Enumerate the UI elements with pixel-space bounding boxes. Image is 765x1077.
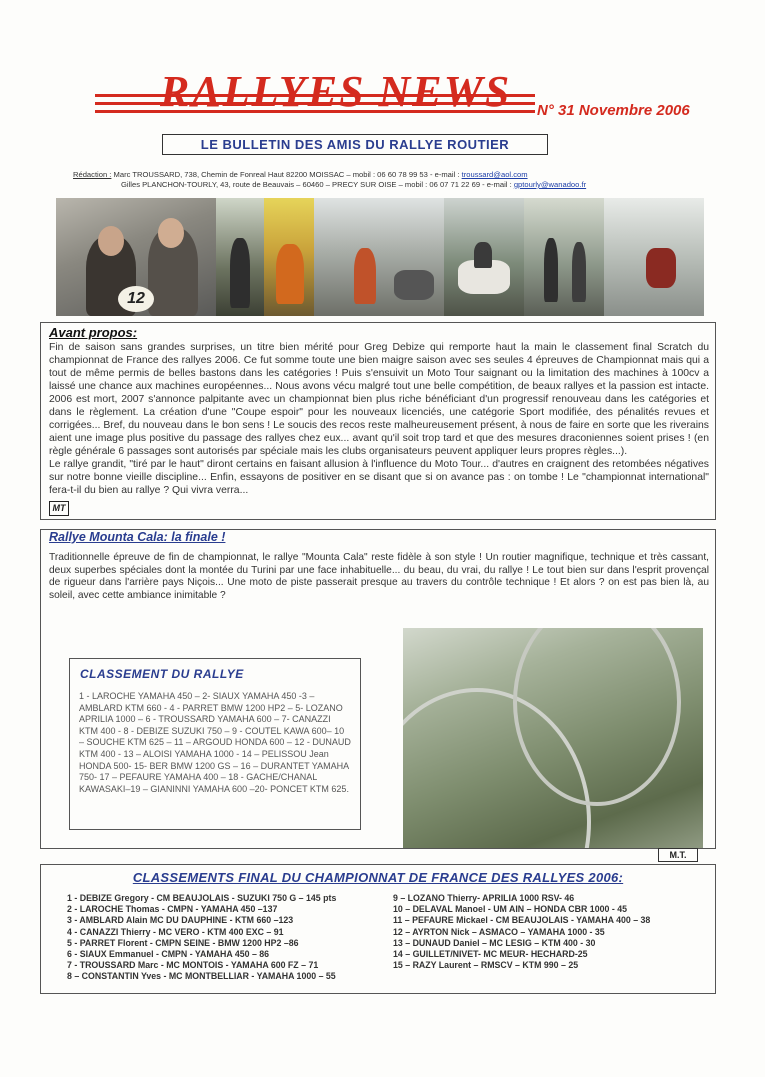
avant-propos-signature: MT xyxy=(49,501,69,516)
redaction-address-2: Gilles PLANCHON-TOURLY, 43, route de Beauvais – 60460 – PRECY SUR OISE – mobil : 06 07 71 22 69 - e-mail : xyxy=(121,180,512,189)
photo-rider-standing xyxy=(216,198,264,316)
redaction-line-1 xyxy=(73,170,586,180)
classement-rallye-box xyxy=(69,658,361,830)
list-item: 4 - CANAZZI Thierry - MC VERO - KTM 400 EXC – 91 xyxy=(67,926,284,937)
championnat-column-left xyxy=(67,893,397,983)
issue-number: N° 31 Novembre 2006 xyxy=(537,102,690,119)
photo-paddock xyxy=(524,198,604,316)
mounta-cala-title: Rallye Mounta Cala: la finale ! xyxy=(49,530,226,544)
list-item: 12 – AYRTON Nick – ASMACO – YAMAHA 1000 - 35 xyxy=(393,926,605,937)
list-item: 3 - AMBLARD Alain MC DU DAUPHINE - KTM 660 –123 xyxy=(67,915,294,926)
masthead-title: RALLYES NEWS xyxy=(160,67,512,116)
photo-credit: M.T. xyxy=(658,848,698,862)
masthead xyxy=(95,67,535,122)
avant-propos-title: Avant propos: xyxy=(49,325,138,340)
redaction-label: Rédaction : xyxy=(73,170,112,179)
redaction-address-1: Marc TROUSSARD, 738, Chemin de Fonreal Haut 82200 MOISSAC – mobil : 06 60 78 99 53 - e-mail : xyxy=(113,170,460,179)
avant-propos-text xyxy=(49,341,709,497)
list-item: 7 - TROUSSARD Marc - MC MONTOIS - YAMAHA 600 FZ – 71 xyxy=(67,960,319,971)
classement-rallye-text: 1 - LAROCHE YAMAHA 450 – 2- SIAUX YAMAHA 450 -3 – AMBLARD KTM 660 - 4 - PARRET BMW 1200 HP2 – 5- LOZANO APRILIA 1000 – 6 - TROUSSARD YAMAHA 600 – 7- CANAZZI KTM 400 - 8 - DEBIZE SUZUKI 750 – 9 - COUTEL KAWA 600– 10 – SOUCHE KTM 625 – 11 – ARGOUD HONDA 600 – 12 - DUNAUD KTM 400 - 13 – ALOISI YAMAHA 1000 - 14 – PELISSOU Jean HONDA 500- 15- BER BMW 1200 GS – 16 – DURANTET YAMAHA 750- 17 – PEFAURE YAMAHA 400 – 18 - GACHE/CHANAL KAWASAKI–19 – GIANINNI YAMAHA 600 –20- PONCET KTM 625. xyxy=(79,691,351,794)
list-item: 13 – DUNAUD Daniel – MC LESIG – KTM 400 - 30 xyxy=(393,937,596,948)
photo-strip xyxy=(56,198,704,316)
championnat-column-right xyxy=(393,893,713,971)
championnat-box xyxy=(40,864,716,994)
list-item: 1 - DEBIZE Gregory - CM BEAUJOLAIS - SUZUKI 750 G – 145 pts xyxy=(67,893,337,903)
list-item: 14 – GUILLET/NIVET- MC MEUR- HECHARD-25 xyxy=(393,949,588,960)
bike-number-plate: 12 xyxy=(118,286,154,312)
list-item: 10 – DELAVAL Manoel - UM AIN – HONDA CBR 1000 - 45 xyxy=(393,904,627,915)
redaction-line-2 xyxy=(73,180,586,190)
bulletin-subtitle: LE BULLETIN DES AMIS DU RALLYE ROUTIER xyxy=(162,134,548,155)
photo-forest-road xyxy=(604,198,704,316)
avant-propos-paragraph-1: Fin de saison sans grandes surprises, un titre bien mérité pour Greg Debize qui remporte haut la main le classement final Scratch du championnat de France des rallyes 2006. Ce fut somme toute une bien maigre saison avec ses seules 4 épreuves de Championnat mais qui a tout de même permis de belles bastons dans les catégories ! Puis s'ensuivit un Moto Tour saignant ou la limitation des machines à 100cv a laissé une chance aux machines européennes... Nous avons vécu malgré tout une belle compétition, de beaux rallyes et la passion est intacte. 2006 est mort, 2007 s'annonce palpitante avec un championnat bien plus riche bénéficiant d'un progressif renouveau dans les catégories et dans le règlement. La création d'une "Coupe espoir" pour les nouveaux licenciés, une catégorie Sport modifiée, des pénalités revues et corrigées... Bref, du nouveau dans le bon sens ! Le soucis des recos reste malheureusement présent, à nous de faire en sorte que les riverains aient une image plus positive du passage des rallyes chez eux... avant qu'il soit trop tard et que des mesures draconiennes soient prises ! (en règle générale 6 passages sont autorisés par spéciale mais les clubs organisateurs peuvent appliquer leurs propres règles...). xyxy=(49,342,709,457)
list-item: 11 – PEFAURE Mickael - CM BEAUJOLAIS - YAMAHA 400 – 38 xyxy=(393,915,651,926)
list-item: 8 – CONSTANTIN Yves - MC MONTBELLIAR - YAMAHA 1000 – 55 xyxy=(67,971,336,982)
list-item: 2 - LAROCHE Thomas - CMPN - YAMAHA 450 –137 xyxy=(67,904,278,915)
email-link-1[interactable]: troussard@aol.com xyxy=(461,170,528,179)
redaction-block xyxy=(73,170,586,190)
mounta-cala-box xyxy=(40,529,716,860)
championnat-title: CLASSEMENTS FINAL DU CHAMPIONNAT DE FRANCE DES RALLYES 2006: xyxy=(132,870,624,885)
photo-riders-portrait xyxy=(56,198,216,316)
photo-road-stage xyxy=(314,198,444,316)
photo-rider-yellow xyxy=(264,198,314,316)
avant-propos-paragraph-2: Le rallye grandit, "tiré par le haut" diront certains en faisant allusion à l'influence du Moto Tour... d'autres en craignent des retombées négatives sur notre bonne vieille discipline... Enfin, essayons de positiver en se disant que si on avance pas : on tombe ! Le "championnat international" fera-t-il du bien au rallye ? Qui vivra verra... xyxy=(49,459,709,496)
classement-rallye-title: CLASSEMENT DU RALLYE xyxy=(80,667,244,681)
list-item: 5 - PARRET Florent - CMPN SEINE - BMW 1200 HP2 –86 xyxy=(67,937,299,948)
email-link-2[interactable]: gptourly@wanadoo.fr xyxy=(513,180,587,189)
mountain-road-photo xyxy=(403,628,703,848)
avant-propos-box xyxy=(40,322,716,520)
list-item: 15 – RAZY Laurent – RMSCV – KTM 990 – 25 xyxy=(393,960,579,971)
mounta-cala-text: Traditionnelle épreuve de fin de championnat, le rallye "Mounta Cala" reste fidèle à son style ! Un routier magnifique, technique et très cassant, deux superbes spéciales dont la montée du Turini par une face inhabituelle... du beau, du vrai, du rallye ! Le tout bien sur dans l'esprit provençal de rigueur dans l'arrière pays Niçois... Une moto de piste passerait presque au travers du contrôle technique ! Et alors ? on est pas bien là, au soleil, avec cette ambiance inimitable ? xyxy=(49,552,709,601)
list-item: 9 – LOZANO Thierry- APRILIA 1000 RSV- 46 xyxy=(393,893,575,903)
photo-sidecar xyxy=(444,198,524,316)
list-item: 6 - SIAUX Emmanuel - CMPN - YAMAHA 450 – 86 xyxy=(67,949,270,960)
